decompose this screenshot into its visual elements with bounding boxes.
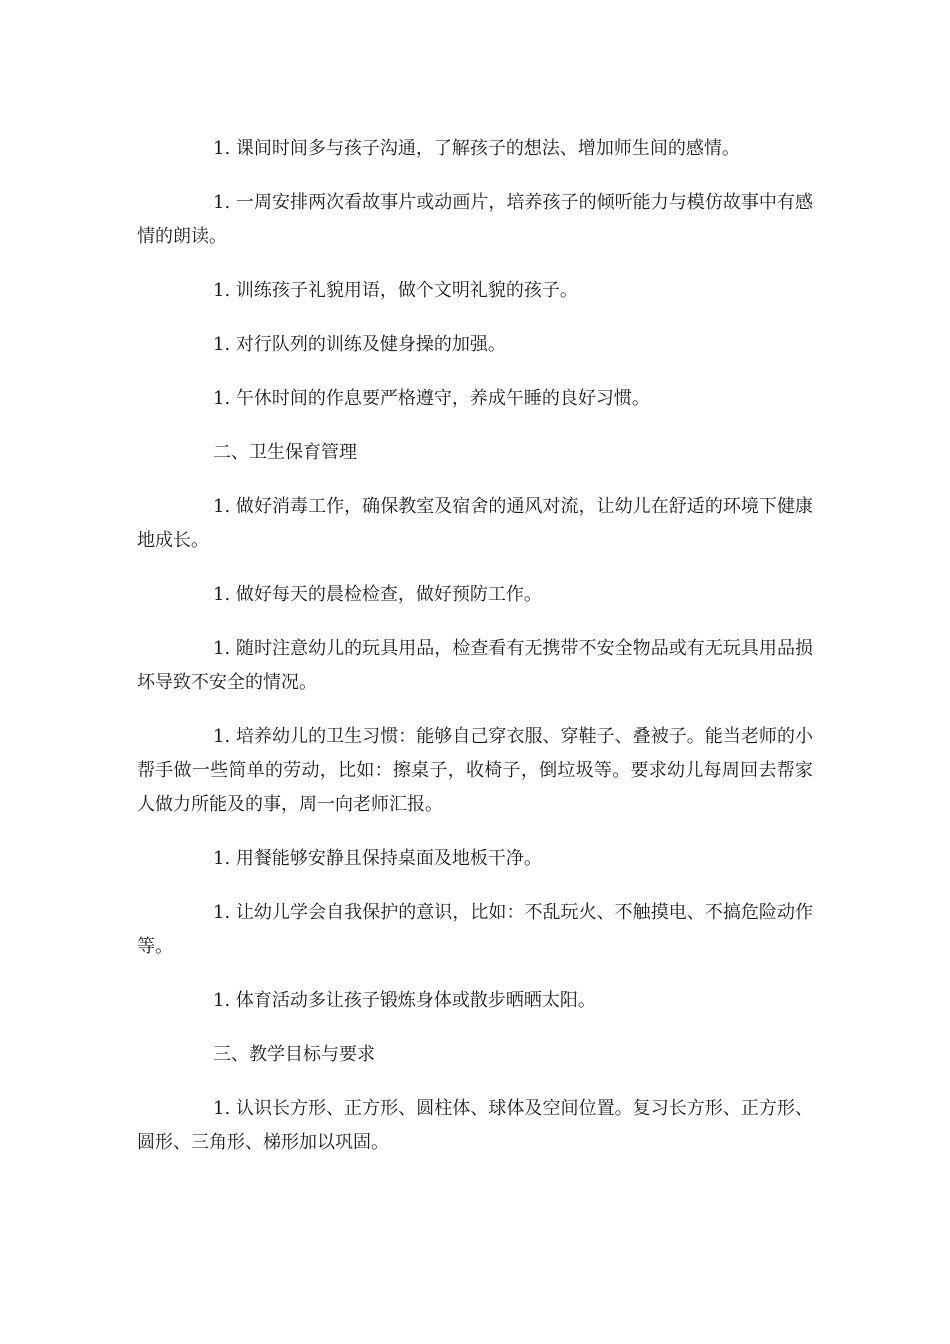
paragraph-disinfection: 1. 做好消毒工作，确保教室及宿舍的通风对流，让幼儿在舒适的环境下健康地成长。: [137, 496, 813, 551]
paragraph-drills: 1. 对行队列的训练及健身操的加强。: [213, 334, 506, 355]
paragraph-meals: 1. 用餐能够安静且保持桌面及地板干净。: [213, 848, 542, 869]
paragraph-toy-safety: 1. 随时注意幼儿的玩具用品，检查看有无携带不安全物品或有无玩具用品损坏导致不安全的情况。: [137, 638, 813, 693]
paragraph-morning-check: 1. 做好每天的晨检检查，做好预防工作。: [213, 584, 542, 605]
document-page: [137, 132, 813, 1180]
paragraph-nap: 1. 午休时间的作息要严格遵守，养成午睡的良好习惯。: [213, 388, 650, 409]
paragraph-manners: 1. 训练孩子礼貌用语，做个文明礼貌的孩子。: [213, 280, 578, 301]
paragraph-communication: 1. 课间时间多与孩子沟通，了解孩子的想法、增加师生间的感情。: [213, 138, 740, 159]
paragraph-sports: 1. 体育活动多让孩子锻炼身体或散步晒晒太阳。: [213, 990, 596, 1011]
paragraph-shapes: 1. 认识长方形、正方形、圆柱体、球体及空间位置。复习长方形、正方形、圆形、三角形、梯形加以巩固。: [137, 1098, 813, 1153]
paragraph-hygiene-habits: 1. 培养幼儿的卫生习惯：能够自己穿衣服、穿鞋子、叠被子。能当老师的小帮手做一些简单的劳动，比如：擦桌子，收椅子，倒垃圾等。要求幼儿每周回去帮家人做力所能及的事，周一向老师汇报。: [137, 726, 813, 815]
paragraph-stories: 1. 一周安排两次看故事片或动画片，培养孩子的倾听能力与模仿故事中有感情的朗读。: [137, 192, 813, 247]
section-heading-hygiene: 二、卫生保育管理: [213, 442, 357, 463]
paragraph-self-protection: 1. 让幼儿学会自我保护的意识，比如：不乱玩火、不触摸电、不搞危险动作等。: [137, 902, 813, 957]
section-heading-teaching-goals: 三、教学目标与要求: [213, 1044, 375, 1065]
